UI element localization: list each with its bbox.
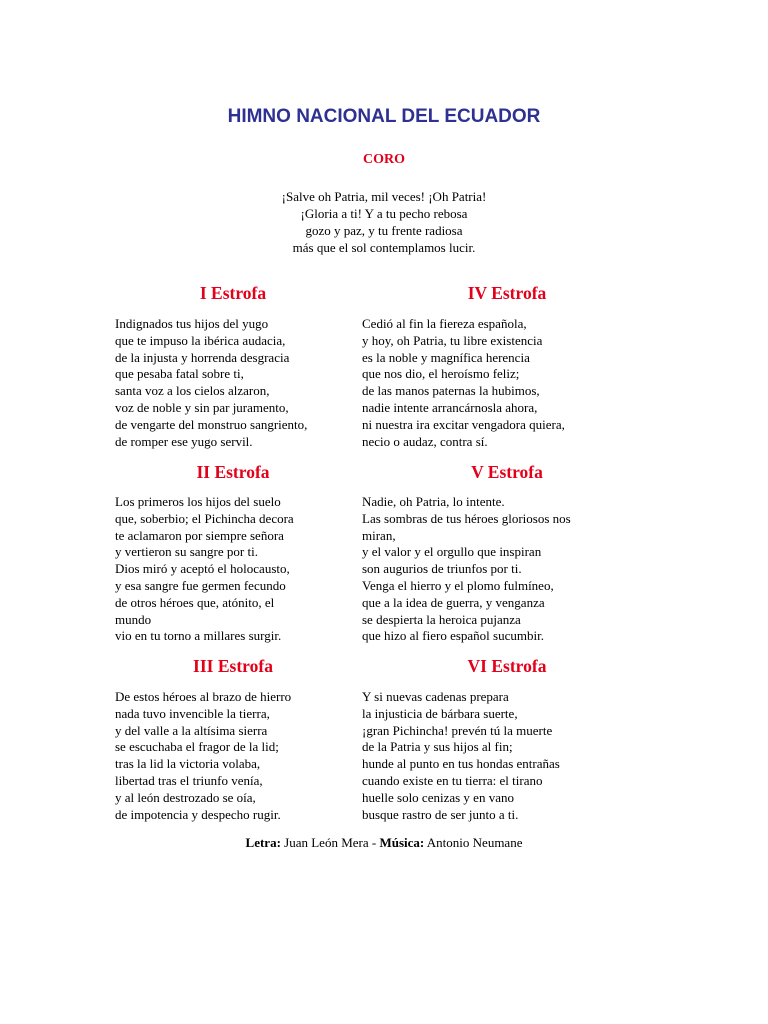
stanza-line: y del valle a la altísima sierra bbox=[115, 722, 268, 738]
music-label: Música: bbox=[379, 835, 425, 850]
stanza-line: Indignados tus hijos del yugo bbox=[115, 316, 269, 331]
stanza-line: que a la idea de guerra, y venganza bbox=[362, 594, 545, 610]
stanza-line: y al león destrozado se oía, bbox=[115, 789, 256, 805]
stanza-line: Las sombras de tus héroes gloriosos nos bbox=[362, 510, 571, 526]
stanza-line: y el valor y el orgullo que inspiran bbox=[362, 544, 542, 560]
stanza-line: que nos dio, el heroísmo feliz; bbox=[362, 366, 520, 382]
stanza-line: de romper ese yugo servil. bbox=[115, 433, 253, 449]
stanza-5-heading: V Estrofa bbox=[471, 462, 543, 482]
coro-line: más que el sol contemplamos lucir. bbox=[292, 240, 476, 255]
stanza-3-heading: III Estrofa bbox=[193, 656, 273, 676]
stanza-line: nada tuvo invencible la tierra, bbox=[115, 705, 270, 721]
stanza-line: la injusticia de bárbara suerte, bbox=[362, 705, 518, 721]
stanza-line: hunde al punto en tus hondas entrañas bbox=[362, 756, 560, 772]
music-author: Antonio Neumane bbox=[426, 835, 523, 850]
stanza-line: y esa sangre fue germen fecundo bbox=[115, 577, 286, 593]
stanza-line: se escuchaba el fragor de la lid; bbox=[115, 739, 279, 755]
stanza-line: busque rastro de ser junto a ti. bbox=[362, 806, 519, 822]
stanza-line: de las manos paternas la hubimos, bbox=[362, 383, 540, 399]
stanza-line: tras la lid la victoria volaba, bbox=[115, 756, 261, 772]
coro-line: ¡Gloria a ti! Y a tu pecho rebosa bbox=[300, 206, 468, 221]
stanza-6-heading: VI Estrofa bbox=[467, 656, 547, 676]
stanza-line: De estos héroes al brazo de hierro bbox=[115, 689, 292, 704]
stanza-line: Los primeros los hijos del suelo bbox=[115, 494, 281, 509]
stanza-line: miran, bbox=[362, 527, 396, 543]
stanza-line: Nadie, oh Patria, lo intente. bbox=[362, 494, 505, 509]
stanza-line: mundo bbox=[115, 611, 152, 627]
lyrics-label: Letra: bbox=[245, 835, 281, 850]
stanza-2-heading: II Estrofa bbox=[196, 462, 270, 482]
stanza-line: ni nuestra ira excitar vengadora quiera, bbox=[362, 416, 565, 432]
stanza-line: se despierta la heroica pujanza bbox=[362, 611, 521, 627]
stanza-line: libertad tras el triunfo venía, bbox=[115, 772, 263, 788]
stanza-line: nadie intente arrancárnosla ahora, bbox=[362, 399, 538, 415]
stanza-line: ¡gran Pichincha! prevén tú la muerte bbox=[362, 722, 553, 738]
stanza-line: que pesaba fatal sobre ti, bbox=[115, 366, 244, 382]
coro-text bbox=[0, 188, 768, 256]
stanza-line: de vengarte del monstruo sangriento, bbox=[115, 416, 308, 432]
lyrics-author: Juan León Mera bbox=[284, 835, 369, 850]
stanza-line: que te impuso la ibérica audacia, bbox=[115, 332, 286, 348]
stanza-line: es la noble y magnífica herencia bbox=[362, 349, 530, 365]
stanza-line: huelle solo cenizas y en vano bbox=[362, 789, 514, 805]
stanza-line: vio en tu torno a millares surgir. bbox=[115, 628, 282, 644]
stanza-line: voz de noble y sin par juramento, bbox=[115, 399, 289, 415]
stanza-line: de impotencia y despecho rugir. bbox=[115, 806, 281, 822]
coro-line: gozo y paz, y tu frente radiosa bbox=[305, 223, 463, 238]
stanza-line: y vertieron su sangre por ti. bbox=[115, 544, 258, 560]
stanza-3-text bbox=[115, 689, 291, 823]
stanza-line: Dios miró y aceptó el holocausto, bbox=[115, 561, 290, 577]
stanza-1-heading: I Estrofa bbox=[199, 283, 267, 303]
stanza-line: te aclamaron por siempre señora bbox=[115, 527, 284, 543]
stanza-line: de la injusta y horrenda desgracia bbox=[115, 349, 290, 365]
stanza-6-text bbox=[362, 689, 560, 823]
stanza-line: necio o audaz, contra sí. bbox=[362, 433, 488, 449]
stanza-line: que hizo al fiero español sucumbir. bbox=[362, 628, 544, 644]
stanza-2-text bbox=[115, 494, 294, 645]
stanza-line: cuando existe en tu tierra: el tirano bbox=[362, 772, 543, 788]
stanza-4-text bbox=[362, 316, 565, 450]
stanza-line: Y si nuevas cadenas prepara bbox=[362, 689, 509, 704]
page-title: HIMNO NACIONAL DEL ECUADOR bbox=[227, 106, 541, 127]
credits bbox=[0, 835, 768, 851]
stanza-line: de la Patria y sus hijos al fin; bbox=[362, 739, 513, 755]
stanza-4-heading: IV Estrofa bbox=[467, 283, 547, 303]
stanza-5-text bbox=[362, 494, 571, 645]
stanza-line: Venga el hierro y el plomo fulmíneo, bbox=[362, 577, 554, 593]
stanza-line: Cedió al fin la fiereza española, bbox=[362, 316, 527, 331]
stanza-line: santa voz a los cielos alzaron, bbox=[115, 383, 270, 399]
credits-separator: - bbox=[371, 835, 377, 850]
stanza-1-text bbox=[115, 316, 307, 450]
stanza-line: y hoy, oh Patria, tu libre existencia bbox=[362, 332, 543, 348]
stanza-line: son augurios de triunfos por ti. bbox=[362, 561, 522, 577]
stanza-line: de otros héroes que, atónito, el bbox=[115, 594, 275, 610]
coro-line: ¡Salve oh Patria, mil veces! ¡Oh Patria! bbox=[281, 189, 487, 204]
coro-heading: CORO bbox=[363, 152, 405, 167]
stanza-line: que, soberbio; el Pichincha decora bbox=[115, 510, 294, 526]
